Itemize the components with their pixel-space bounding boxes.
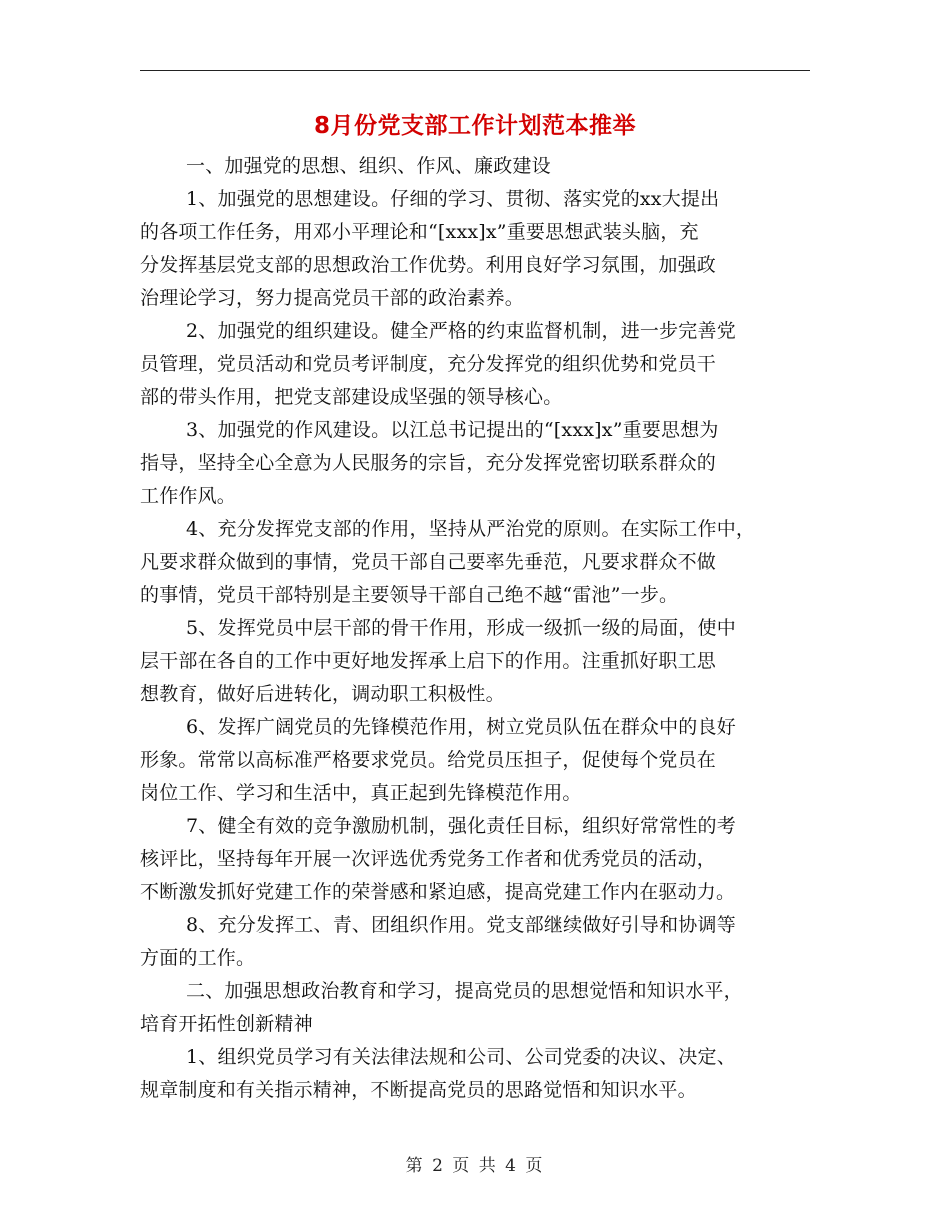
text-line: 分发挥基层党支部的思想政治工作优势。利用良好学习氛围，加强政 [140,254,717,276]
document-body [140,150,812,1107]
text-line: 8、充分发挥工、青、团组织作用。党支部继续做好引导和协调等 [186,914,736,936]
text-line: 4、充分发挥党支部的作用，坚持从严治党的原则。在实际工作中， [186,518,756,540]
text-line: 方面的工作。 [140,947,256,969]
paragraph [140,711,812,810]
text-line: 二、加强思想政治教育和学习，提高党员的思想觉悟和知识水平， [186,980,743,1002]
text-line: 7、健全有效的竞争激励机制，强化责任目标，组织好常常性的考 [186,815,736,837]
text-line: 2、加强党的组织建设。健全严格的约束监督机制，进一步完善党 [186,320,736,342]
text-line: 核评比，坚持每年开展一次评选优秀党务工作者和优秀党员的活动， [140,848,717,870]
paragraph [140,414,812,513]
text-line: 5、发挥党员中层干部的骨干作用，形成一级抓一级的局面，使中 [186,617,736,639]
paragraph [140,909,812,975]
text-line: 的各项工作任务，用邓小平理论和“[xxx]x”重要思想武装头脑，充 [140,221,699,243]
text-line: 想教育，做好后进转化，调动职工积极性。 [140,683,505,705]
document-title: 8月份党支部工作计划范本推举 [313,113,636,139]
paragraph [140,975,812,1041]
text-line: 员管理，党员活动和党员考评制度，充分发挥党的组织优势和党员干 [140,353,717,375]
text-line: 规章制度和有关指示精神，不断提高党员的思路觉悟和知识水平。 [140,1079,697,1101]
text-line: 一、加强党的思想、组织、作风、廉政建设 [186,155,551,177]
text-line: 岗位工作、学习和生活中，真正起到先锋模范作用。 [140,782,582,804]
text-line: 1、加强党的思想建设。仔细的学习、贯彻、落实党的xx大提出 [186,188,720,210]
text-line: 治理论学习，努力提高党员干部的政治素养。 [140,287,525,309]
text-line: 不断激发抓好党建工作的荣誉感和紧迫感，提高党建工作内在驱动力。 [140,881,736,903]
header-rule [140,70,810,71]
text-line: 6、发挥广阔党员的先锋模范作用，树立党员队伍在群众中的良好 [186,716,736,738]
text-line: 形象。常常以高标准严格要求党员。给党员压担子，促使每个党员在 [140,749,717,771]
paragraph [140,612,812,711]
paragraph [140,150,812,183]
text-line: 3、加强党的作风建设。以江总书记提出的“[xxx]x”重要思想为 [186,419,719,441]
text-line: 指导，坚持全心全意为人民服务的宗旨，充分发挥党密切联系群众的 [140,452,717,474]
text-line: 凡要求群众做到的事情，党员干部自己要率先垂范，凡要求群众不做 [140,551,717,573]
paragraph [140,513,812,612]
paragraph [140,1041,812,1107]
text-line: 部的带头作用，把党支部建设成坚强的领导核心。 [140,386,563,408]
text-line: 的事情，党员干部特别是主要领导干部自己绝不越“雷池”一步。 [140,584,679,606]
page-number-footer: 第 2 页 共 4 页 [405,1156,545,1176]
text-line: 工作作风。 [140,485,237,507]
paragraph [140,315,812,414]
paragraph [140,183,812,315]
paragraph [140,810,812,909]
text-line: 层干部在各自的工作中更好地发挥承上启下的作用。注重抓好职工思 [140,650,717,672]
text-line: 1、组织党员学习有关法律法规和公司、公司党委的决议、决定、 [186,1046,736,1068]
text-line: 培育开拓性创新精神 [140,1013,313,1035]
